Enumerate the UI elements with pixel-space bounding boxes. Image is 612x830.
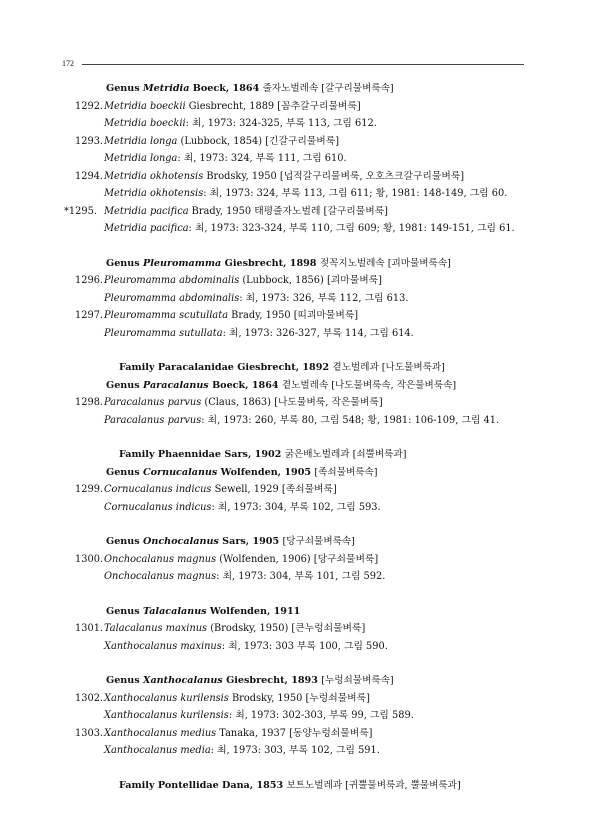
reference-species: Onchocalanus magnus — [104, 571, 217, 582]
reference-line — [104, 744, 380, 758]
reference-citation: : 최, 1973: 302-303, 부록 99, 그림 589. — [228, 710, 414, 721]
korean-name: [긴갈구리물벼룩] — [265, 135, 340, 147]
species-author: (Claus, 1863) — [204, 397, 271, 408]
entry-number: 1301. — [75, 623, 104, 634]
page-header — [62, 58, 524, 70]
taxon-author: Wolfenden, 1905 — [220, 466, 312, 478]
taxon-name: Cornucalanus — [143, 466, 218, 478]
reference-line — [104, 327, 414, 341]
reference-species: Pleuromamma sutullata — [104, 327, 223, 339]
genus-label: Genus — [106, 675, 140, 686]
reference-citation: : 최, 1973: 323-324, 부록 110, 그림 609; 황, 1981: 149-151, 그림 61. — [188, 223, 515, 234]
species-line — [104, 100, 361, 114]
reference-line — [104, 501, 381, 515]
species-name: Onchocalanus magnus — [104, 553, 217, 565]
reference-line — [104, 640, 388, 654]
family-label: Family — [119, 362, 155, 373]
reference-species: Metridia pacifica — [104, 223, 189, 234]
reference-species: Xanthocalanus maxinus — [104, 640, 222, 652]
species-line — [104, 483, 337, 497]
taxon-author: Giesbrecht, 1892 — [237, 362, 330, 373]
species-name: Pleuromamma abdominalis — [104, 275, 240, 286]
species-line — [104, 135, 339, 149]
korean-name: 곁노벌레과 [나도물벼룩과] — [332, 362, 445, 373]
reference-citation: : 최, 1973: 326-327, 부록 114, 그림 614. — [222, 327, 414, 339]
genus-heading — [106, 605, 300, 619]
korean-name: [띠괴마물벼룩] — [293, 310, 359, 321]
korean-name: 젖꼭지노벌레속 [괴마물벼룩속] — [319, 257, 451, 269]
species-line — [104, 274, 382, 288]
species-name: Cornucalanus indicus — [104, 484, 212, 495]
taxon-author: Sars, 1902 — [224, 449, 282, 460]
species-line — [104, 170, 464, 184]
reference-line — [104, 152, 347, 166]
korean-name: [누렁쇠물벼룩] — [305, 692, 370, 704]
species-name: Paracalanus parvus — [104, 397, 202, 408]
reference-species: Metridia okhotensis — [104, 188, 204, 199]
species-author: (Lubbock, 1856) — [242, 275, 324, 286]
taxon-author: Sars, 1905 — [222, 536, 280, 547]
species-author: (Lubbock, 1854) — [180, 135, 263, 147]
korean-name: [꼼추갈구리물벼룩] — [277, 100, 361, 112]
korean-name: 곁노벌레속 [나도물벼룩속, 작은물벼룩속] — [281, 379, 457, 391]
taxon-author: Boeck, 1864 — [212, 379, 279, 391]
species-author: Sewell, 1929 — [214, 484, 279, 495]
species-line — [104, 309, 358, 323]
entry-number: 1297. — [75, 310, 104, 321]
taxon-author: Giesbrecht, 1898 — [224, 257, 317, 269]
reference-citation: : 최, 1973: 304, 부록 101, 그림 592. — [216, 571, 386, 582]
header-rule — [82, 64, 524, 65]
korean-name: [당구쇠물벼룩속] — [282, 536, 355, 547]
taxon-author: Giesbrecht, 1893 — [226, 675, 318, 686]
korean-name: 굵은배노벌레과 [쇠뿔벼룩과] — [284, 449, 407, 460]
species-author: Tanaka, 1937 — [219, 727, 286, 739]
entry-number: 1292. — [75, 100, 104, 112]
korean-name: [당구쇠물벼룩] — [313, 553, 379, 565]
species-author: Brady, 1950 — [231, 310, 291, 321]
family-heading — [119, 361, 445, 375]
korean-name: [족쇠물벼룩속] — [314, 466, 378, 478]
reference-species: Paracalanus parvus — [104, 414, 202, 426]
reference-citation: : 최, 1973: 324, 부록 113, 그림 611; 황, 1981: 148-149, 그림 60. — [203, 188, 508, 199]
page-number: 172 — [62, 59, 74, 68]
species-author: (Brodsky, 1950) — [210, 623, 289, 634]
korean-name: [큰누렁쇠물벼룩] — [291, 623, 366, 634]
korean-name: [넙적갈구리물벼룩, 오호츠크갈구리물벼룩] — [279, 170, 465, 182]
taxon-name: Onchocalanus — [143, 536, 219, 547]
entry-number: 1299. — [75, 484, 104, 495]
korean-name: [나도물벼룩, 작은물벼룩] — [274, 397, 383, 408]
entry-number: 1294. — [75, 170, 104, 182]
reference-citation: : 최, 1973: 324-325, 부록 113, 그림 612. — [185, 118, 377, 129]
korean-name: [괴마물벼룩] — [326, 275, 382, 286]
family-label: Family — [119, 449, 155, 460]
taxon-name: Talacalanus — [143, 605, 207, 617]
reference-line — [104, 292, 408, 306]
genus-label: Genus — [106, 379, 140, 391]
genus-heading — [106, 674, 394, 688]
species-author: Brady, 1950 — [191, 205, 252, 217]
genus-label: Genus — [106, 605, 140, 617]
reference-line — [104, 222, 515, 236]
entry-number: 1300. — [75, 553, 104, 565]
reference-citation: : 최, 1973: 324, 부록 111, 그림 610. — [177, 153, 347, 164]
species-author: Brodsky, 1950 — [206, 170, 277, 182]
reference-species: Cornucalanus indicus — [104, 501, 212, 513]
family-heading — [119, 779, 461, 793]
korean-name: 줄자노벌레속 [갈구리물벼룩속] — [262, 83, 394, 94]
entry-number: *1295. — [64, 205, 97, 217]
entry-number: 1302. — [75, 692, 104, 704]
reference-species: Metridia boeckii — [104, 118, 186, 129]
korean-name: [족쇠물벼룩] — [281, 484, 337, 495]
genus-heading — [106, 257, 451, 271]
taxon-name: Paracalanidae — [157, 362, 234, 373]
reference-citation: : 최, 1973: 326, 부록 112, 그림 613. — [239, 292, 409, 304]
reference-species: Pleuromamma abdominalis — [104, 292, 240, 304]
taxon-author: Boeck, 1864 — [192, 83, 260, 94]
species-line — [104, 727, 372, 741]
species-name: Metridia pacifica — [104, 205, 189, 217]
genus-heading — [106, 535, 355, 549]
species-author: Giesbrecht, 1889 — [188, 100, 275, 112]
genus-heading — [106, 379, 456, 393]
reference-citation: : 최, 1973: 304, 부록 102, 그림 593. — [211, 501, 381, 513]
taxon-name: Phaennidae — [157, 449, 222, 460]
species-name: Xanthocalanus kurilensis — [104, 692, 229, 704]
species-line — [104, 622, 365, 636]
species-name: Metridia okhotensis — [104, 170, 204, 182]
korean-name: 보트노벌레과 [귀뿔물벼룩과, 뿔물벼룩과] — [286, 779, 461, 791]
reference-citation: : 최, 1973: 303, 부록 102, 그림 591. — [210, 745, 380, 756]
species-name: Metridia longa — [104, 135, 178, 147]
taxon-name: Pleuromamma — [143, 257, 222, 269]
entry-number: 1296. — [75, 275, 104, 286]
korean-name: [동양누렁쇠물벼룩] — [289, 727, 373, 739]
genus-label: Genus — [106, 466, 140, 478]
entry-number: 1293. — [75, 135, 104, 147]
species-name: Pleuromamma scutullata — [104, 310, 229, 321]
taxon-name: Paracalanus — [143, 379, 209, 391]
species-line — [104, 692, 370, 706]
genus-label: Genus — [106, 83, 140, 94]
species-author: Brodsky, 1950 — [231, 692, 303, 704]
reference-line — [104, 117, 377, 131]
korean-name: 태평줄자노벌레 [갈구리물벼룩] — [254, 205, 388, 217]
reference-citation: : 최, 1973: 303 부록 100, 그림 590. — [221, 640, 388, 652]
species-author: (Wolfenden, 1906) — [219, 553, 311, 565]
reference-line — [104, 414, 499, 428]
taxon-name: Pontellidae — [157, 779, 219, 791]
species-name: Talacalanus maxinus — [104, 623, 208, 634]
species-line — [104, 553, 378, 567]
reference-line — [104, 570, 385, 584]
family-heading — [119, 448, 406, 462]
entry-number: 1303. — [75, 727, 104, 739]
genus-heading — [106, 466, 378, 480]
genus-label: Genus — [106, 536, 140, 547]
taxon-author: Dana, 1853 — [222, 779, 284, 791]
species-line — [104, 205, 388, 219]
genus-label: Genus — [106, 257, 140, 269]
species-line — [104, 396, 383, 410]
reference-citation: : 최, 1973: 260, 부록 80, 그림 548; 황, 1981: 106-109, 그림 41. — [201, 414, 500, 426]
taxon-name: Metridia — [143, 83, 190, 94]
species-name: Metridia boeckii — [104, 100, 186, 112]
taxon-name: Xanthocalanus — [143, 675, 223, 686]
species-name: Xanthocalanus medius — [104, 727, 217, 739]
reference-line — [104, 709, 414, 723]
reference-species: Xanthocalanus media — [104, 745, 211, 756]
korean-name: [누렁쇠물벼룩속] — [321, 675, 394, 686]
entry-number: 1298. — [75, 397, 104, 408]
taxon-author: Wolfenden, 1911 — [209, 605, 301, 617]
reference-line — [104, 187, 507, 201]
genus-heading — [106, 82, 394, 96]
reference-species: Metridia longa — [104, 153, 178, 164]
family-label: Family — [119, 779, 155, 791]
reference-species: Xanthocalanus kurilensis — [104, 710, 229, 721]
